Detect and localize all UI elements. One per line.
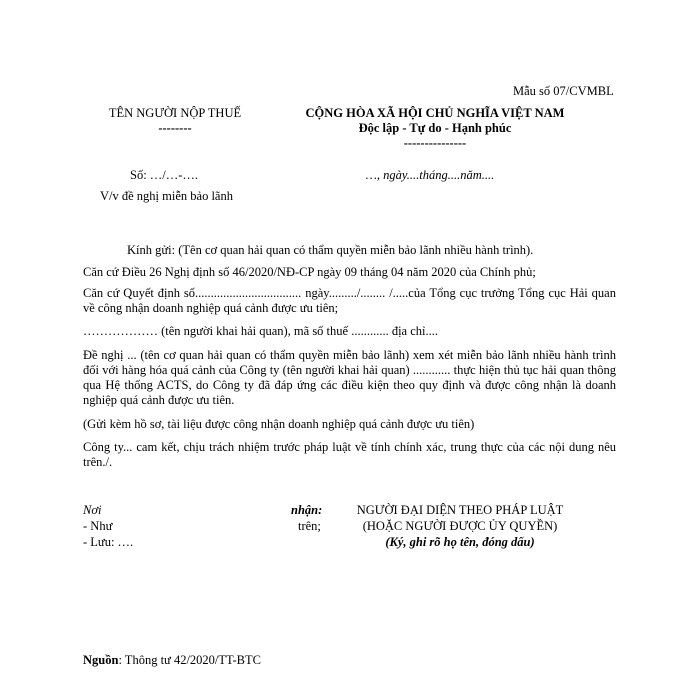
national-motto: Độc lập - Tự do - Hạnh phúc (358, 121, 512, 135)
signature-title: NGƯỜI ĐẠI DIỆN THEO PHÁP LUẬT (356, 503, 564, 517)
left-heading-rule: -------- (158, 121, 192, 135)
national-title: CỘNG HÒA XÃ HỘI CHỦ NGHĨA VIỆT NAM (305, 106, 565, 120)
taxpayer-name-heading: TÊN NGƯỜI NỘP THUẾ (108, 106, 242, 120)
source-line (83, 653, 261, 668)
paragraph-legal-basis: Căn cứ Điều 26 Nghị định số 46/2020/NĐ-CP ngày 09 tháng 04 năm 2020 của Chính phủ; (83, 265, 536, 279)
paragraph-declarant: ……………… (tên người khai hải quan), mã số thuế ............ địa chỉ.... (83, 324, 438, 338)
salutation: Kính gửi: (Tên cơ quan hải quan có thẩm quyền miễn bảo lãnh nhiều hành trình). (127, 243, 534, 257)
recipient-item-1: - Như (83, 519, 113, 533)
source-text: : Thông tư 42/2020/TT-BTC (118, 653, 261, 667)
document-number: Số: …/…-…. (130, 168, 199, 182)
signature-subtitle: (HOẶC NGƯỜI ĐƯỢC ỦY QUYỀN) (362, 519, 558, 533)
right-heading-rule: --------------- (403, 136, 467, 150)
recipients-label: Nơi (83, 503, 102, 517)
source-label: Nguồn (83, 653, 119, 667)
signature-instruction: (Ký, ghi rõ họ tên, đóng dấu) (385, 535, 535, 549)
recipient-item-1-suffix: trên; (298, 519, 321, 533)
paragraph-commitment: Công ty... cam kết, chịu trách nhiệm trước pháp luật về tính chính xác, trung thực của các nội dung nêu trên./. (83, 440, 616, 469)
paragraph-attachments: (Gửi kèm hồ sơ, tài liệu được công nhận doanh nghiệp quá cảnh được ưu tiên) (83, 417, 475, 431)
subject-line: V/v đề nghị miễn bảo lãnh (100, 189, 233, 203)
recipient-item-2: - Lưu: …. (83, 535, 134, 549)
paragraph-decision: Căn cứ Quyết định số.................................. ngày........./........ /.....của Tổng cục trưởng Tổng cục Hải quan về công nhận doanh nghiệp quá cảnh được ưu tiên; (83, 286, 616, 315)
form-number: Mẫu số 07/CVMBL (513, 84, 614, 98)
recipients-label-suffix: nhận: (291, 503, 323, 517)
date-line: …, ngày....tháng....năm.... (365, 168, 495, 182)
paragraph-request: Đề nghị ... (tên cơ quan hải quan có thẩm quyền miễn bảo lãnh) xem xét miễn bảo lãnh nhiều hành trình đối với hàng hóa quá cảnh của Công ty (tên người khai hải quan) ............ thực hiện thủ tục hải quan thông qua Hệ thống ACTS, do Công ty đã đáp ứng các điều kiện theo quy định và được công nhận là doanh nghiệp quá cảnh được ưu tiên. (83, 348, 616, 407)
